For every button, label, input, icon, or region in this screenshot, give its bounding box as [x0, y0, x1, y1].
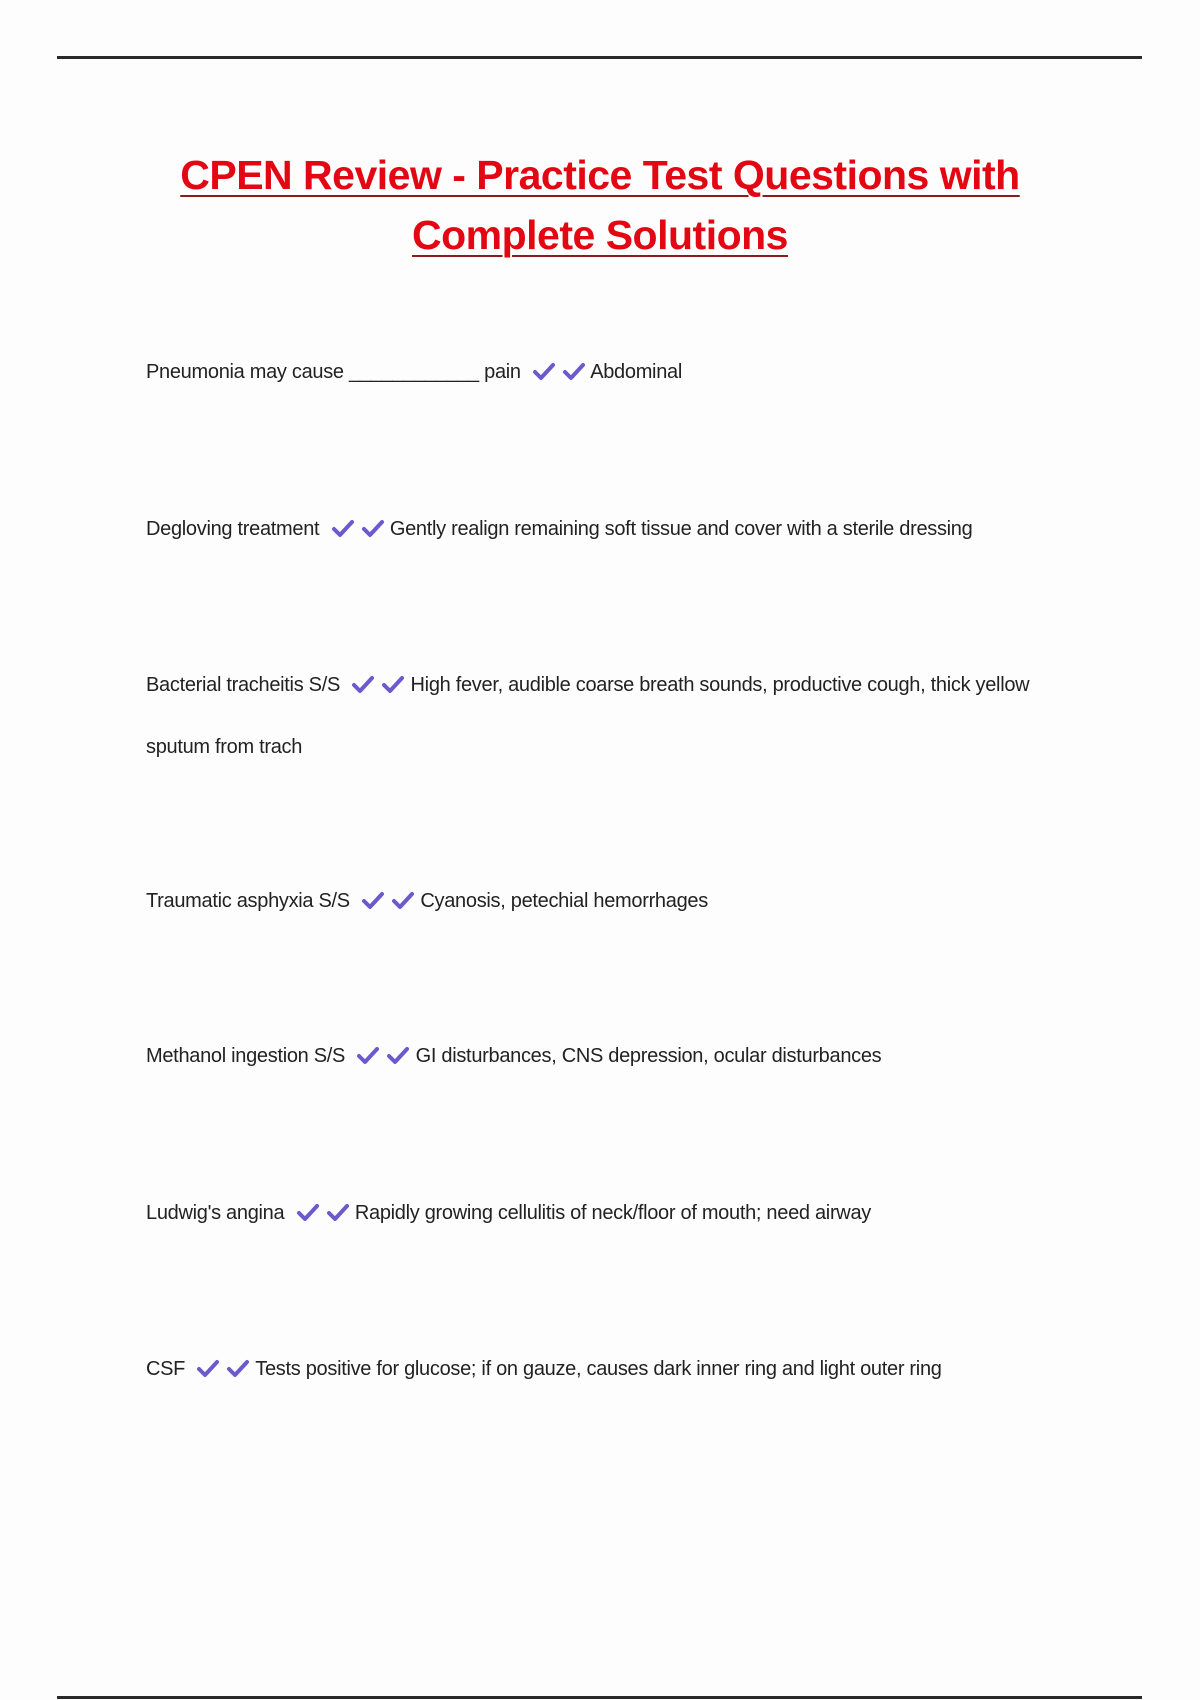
answer-text: Gently realign remaining soft tissue and cover with a sterile dressing	[389, 518, 973, 540]
checkmark-icon	[351, 657, 375, 677]
checkmark-icon	[296, 1185, 320, 1205]
checkmark-icon	[381, 657, 405, 677]
question-text: Bacterial tracheitis S/S	[146, 674, 340, 696]
answer-text: High fever, audible coarse breath sounds, productive cough, thick yellow sputum from trach	[146, 674, 1030, 758]
checkmark-icon	[361, 873, 385, 893]
checkmark-icon	[326, 1185, 350, 1205]
question-text: Degloving treatment	[146, 518, 320, 540]
header-rule	[57, 56, 1142, 59]
qa-item	[146, 1025, 1096, 1087]
page-title	[0, 145, 1200, 265]
question-text: CSF	[146, 1358, 186, 1380]
qa-item	[146, 1338, 1096, 1400]
checkmark-icon	[196, 1341, 220, 1361]
checkmark-icon	[356, 1028, 380, 1048]
qa-item	[146, 654, 1096, 778]
checkmark-icon	[562, 344, 586, 364]
answer-text: Rapidly growing cellulitis of neck/floor of mouth; need airway	[354, 1202, 871, 1224]
question-text: Ludwig's angina	[146, 1202, 285, 1224]
qa-item	[146, 1182, 1096, 1244]
answer-text: GI disturbances, CNS depression, ocular disturbances	[415, 1045, 882, 1067]
qa-item	[146, 498, 1096, 560]
checkmark-icon	[226, 1341, 250, 1361]
question-text: Traumatic asphyxia S/S	[146, 890, 350, 912]
checkmark-icon	[386, 1028, 410, 1048]
question-text: Methanol ingestion S/S	[146, 1045, 346, 1067]
qa-item	[146, 870, 1096, 932]
checkmark-icon	[361, 501, 385, 521]
checkmark-icon	[331, 501, 355, 521]
answer-text: Abdominal	[590, 361, 682, 383]
checkmark-icon	[532, 344, 556, 364]
title-line-2: Complete Solutions	[412, 212, 788, 258]
question-text: Pneumonia may cause ____________ pain	[146, 361, 521, 383]
footer-rule	[57, 1696, 1142, 1699]
answer-text: Cyanosis, petechial hemorrhages	[420, 890, 708, 912]
qa-item	[146, 341, 1096, 403]
answer-text: Tests positive for glucose; if on gauze, causes dark inner ring and light outer ring	[255, 1358, 942, 1380]
checkmark-icon	[391, 873, 415, 893]
title-line-1: CPEN Review - Practice Test Questions with	[180, 152, 1020, 198]
